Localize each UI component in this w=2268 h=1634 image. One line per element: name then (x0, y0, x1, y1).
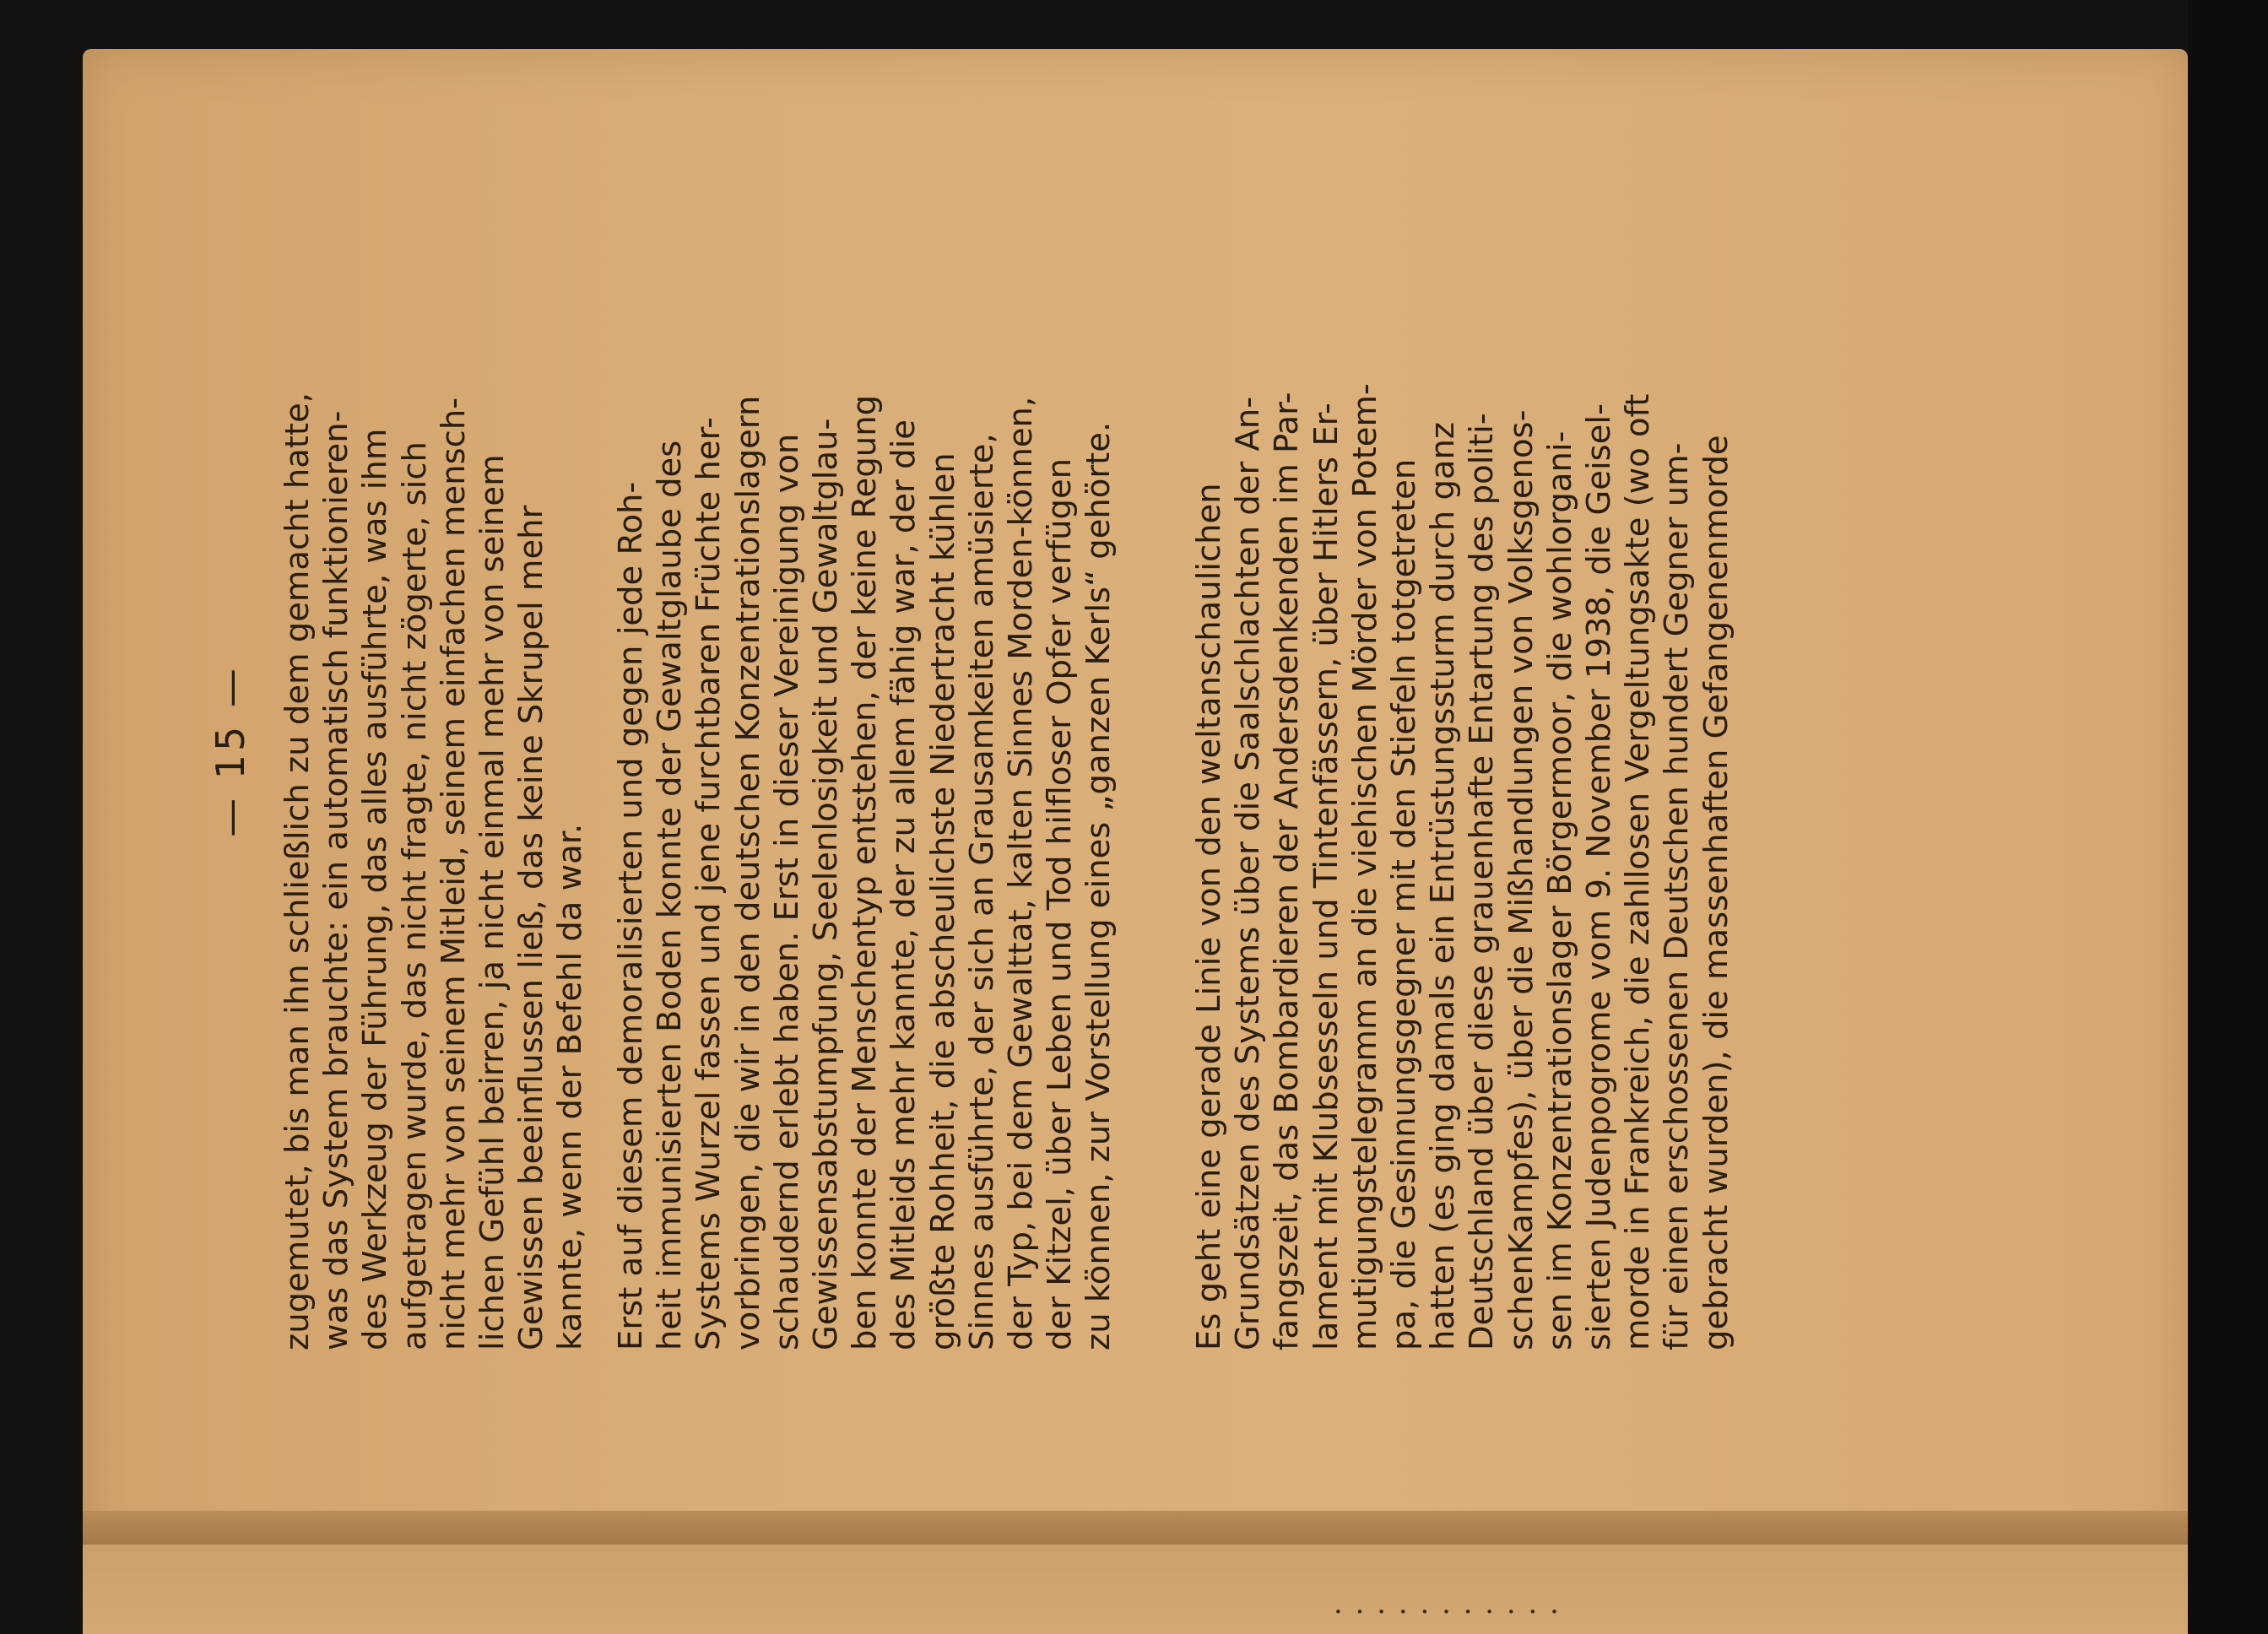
paragraph-1: zugemutet, bis man ihn schließlich zu dem gemacht hatte, was das System brauchte: ein automatisch funktionieren- des Werkzeug der Führung, das alles ausführte, was ihm aufgetragen wurde, das nicht fragte, nicht zögerte, sich nicht mehr von seinem Mitleid, seinem einfachen mensch- lichen Gefühl beirren, ja nicht einmal mehr von seinem Gewissen beeinflussen ließ, das keine Skrupel mehr kannte, wenn der Befehl da war. (279, 392, 590, 1350)
page-text-block (208, 152, 1967, 1350)
book-gutter (83, 1511, 2188, 1545)
paragraph-2: Erst auf diesem demoralisierten und gegen jede Roh- heit immunisierten Boden konnte der Gewaltglaube des Systems Wurzel fassen und jene furchtbaren Früchte her- vorbringen, die wir in den deutschen Konzentrationslagern schaudernd erlebt haben. Erst in dieser Vereinigung von Gewissensabstumpfung, Seelenlosigkeit und Gewaltglau- ben konnte der Menschentyp entstehen, der keine Regung des Mitleids mehr kannte, der zu allem fähig war, der die größte Rohheit, die abscheulichste Niedertracht kühlen Sinnes ausführte, der sich an Grausamkeiten amüsierte, der Typ, bei dem Gewalttat, kalten Sinnes Morden-können, der Kitzel, über Leben und Tod hilfloser Opfer verfügen zu können, zur Vorstellung eines „ganzen Kerls“ gehörte. (612, 394, 1118, 1350)
next-page-strip (83, 1545, 2188, 1634)
page-number: — 15 — (208, 665, 253, 837)
paragraph-3: Es geht eine gerade Linie von den weltanschaulichen Grundsätzen des Systems über die Saalschlachten der An- fangszeit, das Bombardieren der Andersdenkenden im Par- lament mit Klubsesseln und Tintenfässern, über Hitlers Er- mutigungstelegramm an die viehischen Mörder von Potem- pa, die Gesinnungsgegner mit den Stiefeln totgetreten hatten (es ging damals ein Entrüstungssturm durch ganz Deutschland über diese grauenhafte Entartung des politi- schenKampfes), über die Mißhandlungen von Volksgenos- sen im Konzentrationslager Börgermoor, die wohlorgani- sierten Judenpogrome vom 9. November 1938, die Geisel- morde in Frankreich, die zahllosen Vergeltungsakte (wo oft für einen erschossenen Deutschen hundert Gegner um- gebracht wurden), die massenhaften Gefangenenmorde (1190, 383, 1735, 1350)
book-edge-shadow (2188, 0, 2268, 1634)
next-page-text-fragment: · · · · · · · · · · · (1334, 1595, 1561, 1629)
